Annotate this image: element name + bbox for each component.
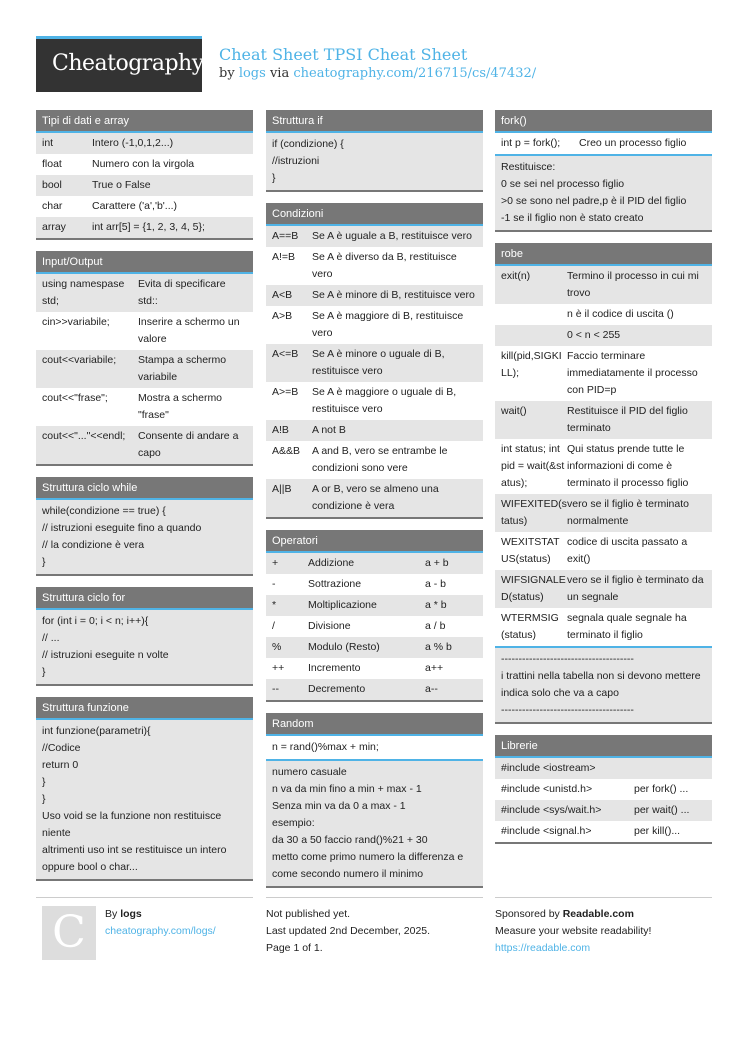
table-row xyxy=(495,401,712,439)
row-value: 0 < n < 255 xyxy=(567,329,621,341)
table-row xyxy=(495,821,712,842)
table-row xyxy=(266,344,483,382)
row-value: A not B xyxy=(312,424,346,436)
row-key: exit(n) xyxy=(501,270,531,282)
column-1 xyxy=(36,110,253,892)
by-label: By xyxy=(105,908,118,920)
code-line: // istruzioni eseguite n volte xyxy=(42,649,169,661)
code-line: } xyxy=(42,776,46,788)
row-name: Incremento xyxy=(308,662,361,674)
table-row xyxy=(266,247,483,285)
code-line: // ... xyxy=(42,632,60,644)
row-value: vero se il figlio è terminato da un segnale xyxy=(567,574,704,603)
section-title: Tipi di dati e array xyxy=(36,110,253,133)
row-operator: / xyxy=(272,620,275,632)
table-row xyxy=(36,350,253,388)
table-row xyxy=(266,226,483,247)
row-key: cout<<variabile; xyxy=(42,354,117,366)
table-row xyxy=(495,570,712,608)
row-value: segnala quale segnale ha terminato il figlio xyxy=(567,612,687,641)
table-row xyxy=(495,532,712,570)
row-value: Mostra a schermo "frase" xyxy=(138,392,223,421)
table-row xyxy=(266,420,483,441)
notes-block xyxy=(495,646,712,722)
code-line: if (condizione) { xyxy=(272,138,344,150)
table-row xyxy=(495,758,712,779)
row-operator: * xyxy=(272,599,277,611)
code-line: while(condizione == true) { xyxy=(42,505,166,517)
column-2 xyxy=(266,110,483,899)
section-io xyxy=(36,251,253,466)
row-key: WIFEXITED(status) xyxy=(501,498,567,527)
table-row xyxy=(495,304,712,325)
row-key: wait() xyxy=(501,405,527,417)
row-value: Se A è uguale a B, restituisce vero xyxy=(312,230,472,242)
row-key: #include <sys/wait.h> xyxy=(501,804,602,816)
table-row xyxy=(36,217,253,238)
section-while xyxy=(36,477,253,576)
code-block xyxy=(36,500,253,574)
note-line: i trattini nella tabella non si devono mettere indica solo che va a capo xyxy=(501,670,701,699)
section-condizioni xyxy=(266,203,483,519)
page-number: Page 1 of 1. xyxy=(266,942,323,954)
note-line: Restituisce: xyxy=(501,161,556,173)
row-value: Se A è minore o uguale di B, restituisce vero xyxy=(312,348,445,377)
row-value: Termino il processo in cui mi trovo xyxy=(567,270,699,299)
row-key: A||B xyxy=(272,483,292,495)
section-title: fork() xyxy=(495,110,712,133)
row-value: Consente di andare a capo xyxy=(138,430,239,459)
row-value: Carattere ('a','b'...) xyxy=(92,200,178,212)
row-key: kill(pid,SIGKILL); xyxy=(501,350,562,379)
section-random xyxy=(266,713,483,888)
author-link[interactable]: logs xyxy=(238,66,266,81)
row-value: Evita di specificare std:: xyxy=(138,278,226,307)
table-row xyxy=(495,439,712,494)
table-row xyxy=(266,382,483,420)
row-example: a + b xyxy=(425,557,449,569)
code-line: // istruzioni eseguite fino a quando xyxy=(42,522,202,534)
row-key: #include <unistd.h> xyxy=(501,783,593,795)
row-key: A!=B xyxy=(272,251,296,263)
table-row xyxy=(36,388,253,426)
author-line xyxy=(105,906,216,923)
row-key: A&&B xyxy=(272,445,301,457)
section-if xyxy=(266,110,483,192)
row-key: A==B xyxy=(272,230,299,242)
row-key: using namespase std; xyxy=(42,278,125,307)
section-for xyxy=(36,587,253,686)
row-key: float xyxy=(42,158,62,170)
footer-author xyxy=(36,897,253,969)
code-line: // la condizione è vera xyxy=(42,539,145,551)
section-title: Input/Output xyxy=(36,251,253,274)
row-example: a * b xyxy=(425,599,447,611)
dash-line: -------------------------------------- xyxy=(501,704,634,716)
table xyxy=(36,133,253,238)
row-name: Moltiplicazione xyxy=(308,599,377,611)
published-status: Not published yet. xyxy=(266,908,351,920)
row-key: int status; int pid = wait(&status); xyxy=(501,443,565,489)
table-row xyxy=(495,608,712,646)
row-value: A or B, vero se almeno una condizione è vera xyxy=(312,483,439,512)
row-value: Intero (-1,0,1,2...) xyxy=(92,137,174,149)
section-title: robe xyxy=(495,243,712,266)
cheatography-logo[interactable] xyxy=(36,36,202,92)
footer-meta xyxy=(266,897,483,957)
row-value: n è il codice di uscita () xyxy=(567,308,674,320)
table-row xyxy=(36,154,253,175)
table-row xyxy=(495,133,712,154)
byline-by: by xyxy=(219,66,235,81)
table-row xyxy=(266,595,483,616)
table xyxy=(36,274,253,464)
row-key: #include <signal.h> xyxy=(501,825,592,837)
row-name: Decremento xyxy=(308,683,366,695)
table-row xyxy=(266,679,483,700)
note-line: metto come primo numero la differenza e come secondo numero il minimo xyxy=(272,851,464,880)
row-example: a / b xyxy=(425,620,446,632)
table-row xyxy=(266,553,483,574)
profile-link[interactable]: cheatography.com/logs/ xyxy=(105,925,216,937)
row-name: Divisione xyxy=(308,620,351,632)
section-title: Librerie xyxy=(495,735,712,758)
row-key: WEXITSTATUS(status) xyxy=(501,536,560,565)
note-line: -1 se il figlio non è stato creato xyxy=(501,212,644,224)
row-key: A!B xyxy=(272,424,289,436)
last-updated: Last updated 2nd December, 2025. xyxy=(266,925,431,937)
table-row xyxy=(266,285,483,306)
table-row xyxy=(36,274,253,312)
row-operator: % xyxy=(272,641,282,653)
code-block xyxy=(266,133,483,190)
code-line: altrimenti uso int se restituisce un intero oppure bool o char... xyxy=(42,844,227,873)
section-title: Struttura if xyxy=(266,110,483,133)
row-key xyxy=(501,327,567,344)
row-value: Qui status prende tutte le informazioni di come è terminato il processo figlio xyxy=(567,443,689,489)
code-line: } xyxy=(42,793,46,805)
row-key: int p = fork(); xyxy=(501,137,561,149)
table-row xyxy=(495,800,712,821)
row-value: per fork() ... xyxy=(634,783,689,795)
row-operator: - xyxy=(272,578,276,590)
section-title: Struttura ciclo while xyxy=(36,477,253,500)
row-value: Se A è diverso da B, restituisce vero xyxy=(312,251,457,280)
section-robe xyxy=(495,243,712,724)
table-row xyxy=(36,133,253,154)
row-key: array xyxy=(42,221,66,233)
table-row xyxy=(495,266,712,304)
row-value: per kill()... xyxy=(634,825,681,837)
code-line: return 0 xyxy=(42,759,79,771)
row-value: True o False xyxy=(92,179,151,191)
table-row xyxy=(36,196,253,217)
code-line-random: n = rand()%max + min; xyxy=(266,736,483,759)
row-value: Faccio terminare immediatamente il processo con PID=p xyxy=(567,350,698,396)
column-3 xyxy=(495,110,712,855)
row-operator: + xyxy=(272,557,279,569)
table-row xyxy=(266,637,483,658)
code-block xyxy=(36,720,253,879)
row-key: cin>>variabile; xyxy=(42,316,110,328)
table-row xyxy=(495,494,712,532)
sponsor-tagline: Measure your website readability! xyxy=(495,925,652,937)
row-operator: -- xyxy=(272,683,279,695)
section-fork xyxy=(495,110,712,232)
row-value xyxy=(634,760,706,777)
code-block xyxy=(36,610,253,684)
row-key: int xyxy=(42,137,54,149)
dash-line: -------------------------------------- xyxy=(501,653,634,665)
table-row xyxy=(266,658,483,679)
table-row xyxy=(266,306,483,344)
row-key: A<=B xyxy=(272,348,299,360)
section-title: Struttura funzione xyxy=(36,697,253,720)
table-row xyxy=(495,325,712,346)
section-title: Random xyxy=(266,713,483,736)
section-title: Condizioni xyxy=(266,203,483,226)
row-value: Se A è minore di B, restituisce vero xyxy=(312,289,475,301)
section-operatori xyxy=(266,530,483,702)
section-librerie xyxy=(495,735,712,844)
note-line: Senza min va da 0 a max - 1 xyxy=(272,800,406,812)
row-key: A<B xyxy=(272,289,293,301)
table xyxy=(266,553,483,700)
code-line: } xyxy=(42,666,46,678)
row-value: Inserire a schermo un valore xyxy=(138,316,240,345)
code-line: for (int i = 0; i < n; i++){ xyxy=(42,615,149,627)
sponsor-name[interactable]: Readable.com xyxy=(562,908,634,920)
row-example: a % b xyxy=(425,641,452,653)
row-value: Se A è maggiore di B, restituisce vero xyxy=(312,310,464,339)
page-title[interactable]: Cheat Sheet TPSI Cheat Sheet xyxy=(219,45,468,64)
row-value: Restituisce il PID del figlio terminato xyxy=(567,405,688,434)
row-value: Se A è maggiore o uguale di B, restituisce vero xyxy=(312,386,457,415)
table xyxy=(495,758,712,842)
sponsor-line xyxy=(495,906,712,923)
table-row xyxy=(266,479,483,517)
row-name: Modulo (Resto) xyxy=(308,641,380,653)
table-row xyxy=(266,616,483,637)
byline xyxy=(219,65,536,83)
table-row xyxy=(266,441,483,479)
code-line: //Codice xyxy=(42,742,81,754)
row-example: a-- xyxy=(425,683,438,695)
row-value: Creo un processo figlio xyxy=(579,137,687,149)
code-line: } xyxy=(42,556,46,568)
avatar[interactable]: C xyxy=(42,906,96,960)
byline-via: via xyxy=(269,66,290,81)
footer-author-link[interactable]: logs xyxy=(120,908,142,920)
author-info xyxy=(105,906,216,940)
sponsored-by-label: Sponsored by xyxy=(495,908,560,920)
row-key: #include <iostream> xyxy=(501,762,596,774)
row-key: WIFSIGNALED(status) xyxy=(501,574,566,603)
table xyxy=(495,266,712,646)
note-line: numero casuale xyxy=(272,766,347,778)
note-line: n va da min fino a min + max - 1 xyxy=(272,783,422,795)
sponsor-url-link[interactable]: https://readable.com xyxy=(495,942,591,954)
table xyxy=(266,226,483,517)
row-key: bool xyxy=(42,179,62,191)
code-line: //istruzioni xyxy=(272,155,320,167)
table-row xyxy=(495,779,712,800)
row-value: Stampa a schermo variabile xyxy=(138,354,227,383)
section-funzione xyxy=(36,697,253,881)
row-value: int arr[5] = {1, 2, 3, 4, 5}; xyxy=(92,221,205,233)
row-name: Addizione xyxy=(308,557,355,569)
table-row xyxy=(36,312,253,350)
footer-sponsor xyxy=(495,897,712,957)
notes-block xyxy=(495,154,712,230)
table-row xyxy=(266,574,483,595)
table-row xyxy=(36,175,253,196)
row-key: A>B xyxy=(272,310,293,322)
notes-block xyxy=(266,759,483,886)
row-value: per wait() ... xyxy=(634,804,690,816)
row-key: char xyxy=(42,200,63,212)
table-row xyxy=(36,426,253,464)
code-line: Uso void se la funzione non restituisce niente xyxy=(42,810,222,839)
row-operator: ++ xyxy=(272,662,285,674)
sheet-url-link[interactable]: cheatography.com/216715/cs/47432/ xyxy=(293,66,537,81)
row-value: vero se il figlio è terminato normalmente xyxy=(567,498,689,527)
note-line: da 30 a 50 faccio rand()%21 + 30 xyxy=(272,834,428,846)
note-line: >0 se sono nel padre,p è il PID del figlio xyxy=(501,195,687,207)
table-row xyxy=(495,346,712,401)
row-example: a - b xyxy=(425,578,447,590)
row-key: cout<<"frase"; xyxy=(42,392,108,404)
note-line: 0 se sei nel processo figlio xyxy=(501,178,625,190)
section-title: Operatori xyxy=(266,530,483,553)
row-value: codice di uscita passato a exit() xyxy=(567,536,688,565)
note-line: esempio: xyxy=(272,817,315,829)
row-value: A and B, vero se entrambe le condizioni sono vere xyxy=(312,445,448,474)
logo-text: Cheatography xyxy=(52,51,204,76)
row-example: a++ xyxy=(425,662,444,674)
section-title: Struttura ciclo for xyxy=(36,587,253,610)
code-line: int funzione(parametri){ xyxy=(42,725,151,737)
row-key: cout<<"..."<<endl; xyxy=(42,430,126,442)
row-value: Numero con la virgola xyxy=(92,158,195,170)
row-key: WTERMSIG(status) xyxy=(501,612,559,641)
section-tipi xyxy=(36,110,253,240)
row-key xyxy=(501,306,567,323)
row-key: A>=B xyxy=(272,386,299,398)
row-name: Sottrazione xyxy=(308,578,362,590)
code-line: } xyxy=(272,172,276,184)
